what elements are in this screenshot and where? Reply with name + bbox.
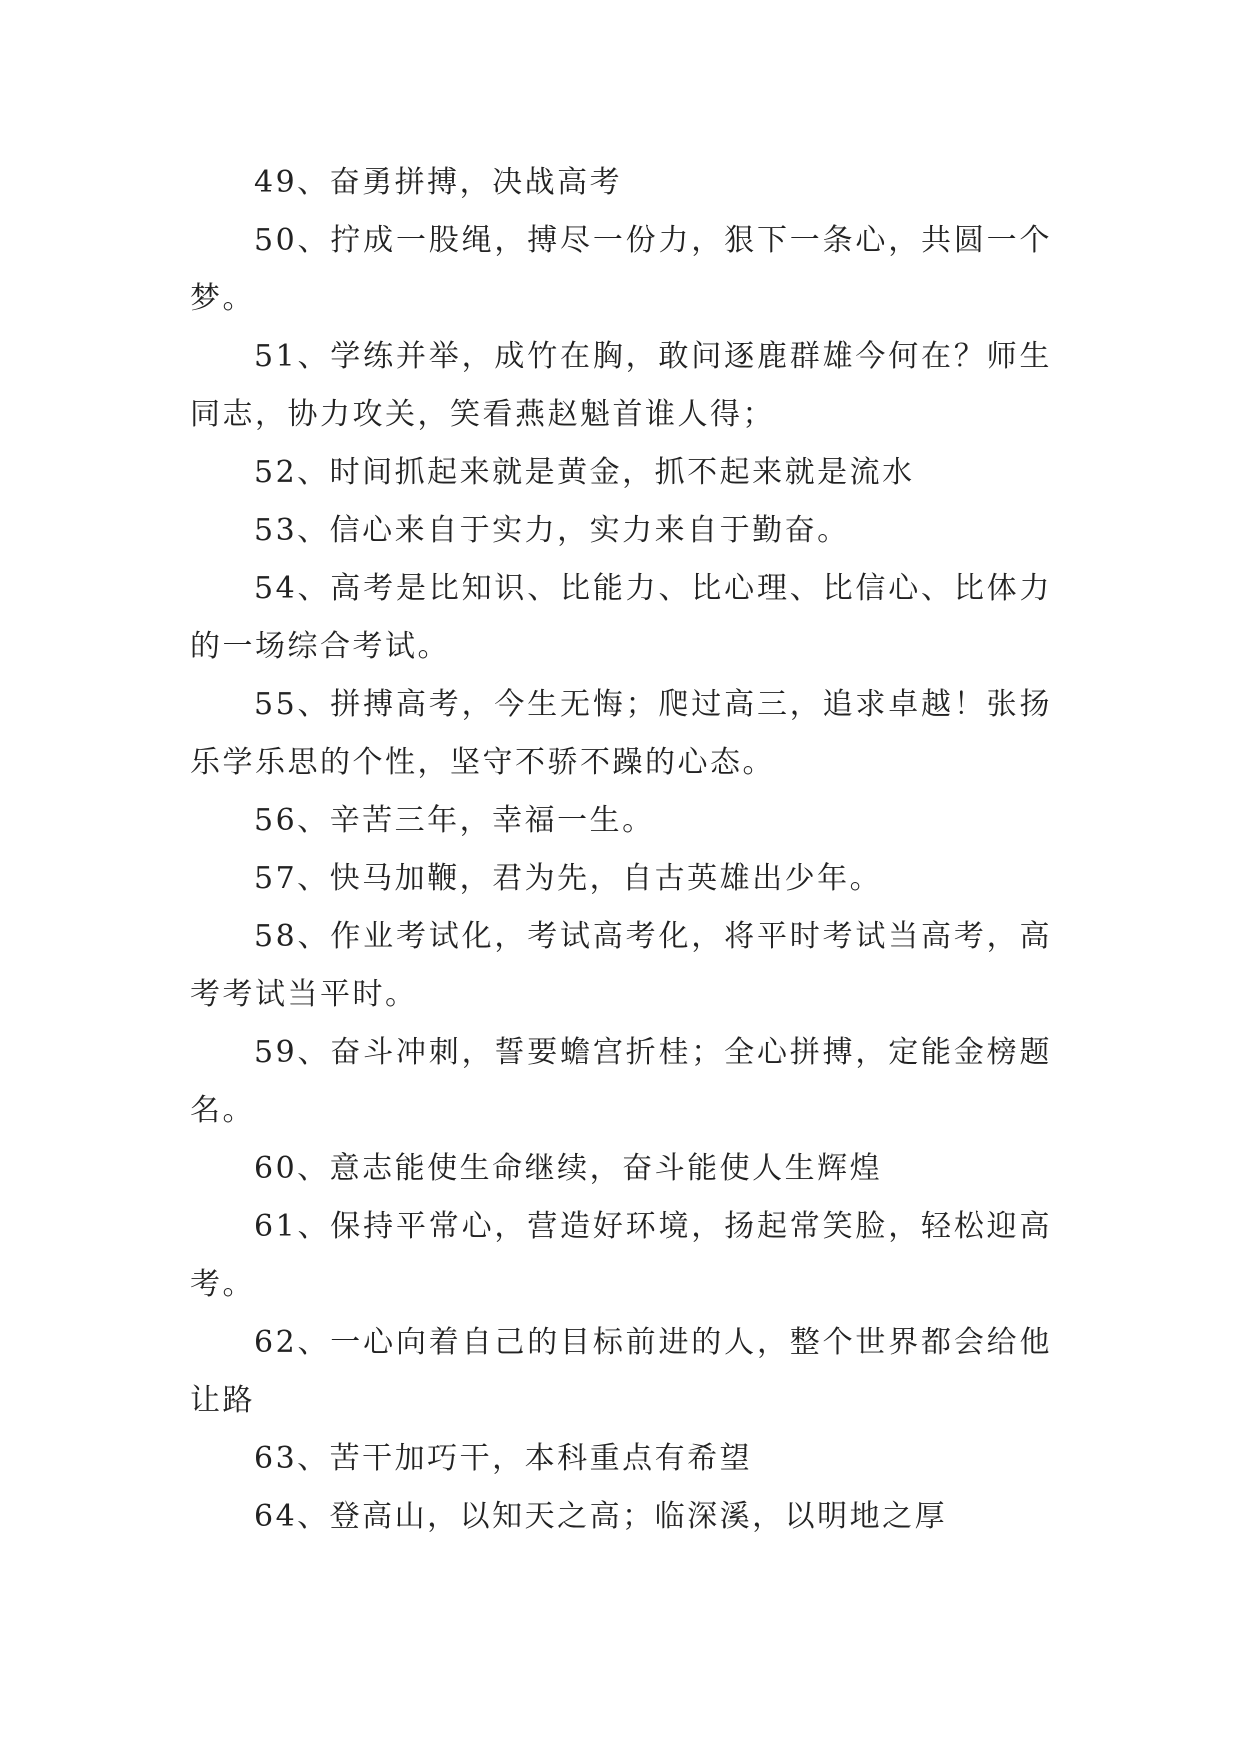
paragraph-59: 59、奋斗冲刺，誓要蟾宫折桂；全心拼搏，定能金榜题名。 xyxy=(190,1035,1052,1128)
paragraph-50: 50、拧成一股绳，搏尽一份力，狠下一条心，共圆一个梦。 xyxy=(190,223,1052,316)
paragraph-61: 61、保持平常心，营造好环境，扬起常笑脸，轻松迎高考。 xyxy=(190,1209,1052,1302)
paragraph-52: 52、时间抓起来就是黄金，抓不起来就是流水 xyxy=(254,455,915,490)
paragraph-51: 51、学练并举，成竹在胸，敢问逐鹿群雄今何在？师生同志，协力攻关，笑看燕赵魁首谁人得； xyxy=(190,339,1052,432)
paragraph-49: 49、奋勇拼搏，决战高考 xyxy=(254,165,623,200)
paragraph-57: 57、快马加鞭，君为先，自古英雄出少年。 xyxy=(254,861,883,896)
paragraph-54: 54、高考是比知识、比能力、比心理、比信心、比体力的一场综合考试。 xyxy=(190,571,1052,664)
paragraph-62: 62、一心向着自己的目标前进的人，整个世界都会给他让路 xyxy=(190,1325,1052,1418)
paragraph-63: 63、苦干加巧干，本科重点有希望 xyxy=(254,1441,753,1476)
paragraph-56: 56、辛苦三年，幸福一生。 xyxy=(254,803,655,838)
document-body xyxy=(190,154,1052,1546)
paragraph-58: 58、作业考试化，考试高考化，将平时考试当高考，高考考试当平时。 xyxy=(190,919,1052,1012)
paragraph-55: 55、拼搏高考，今生无悔；爬过高三，追求卓越！张扬乐学乐思的个性，坚守不骄不躁的心态。 xyxy=(190,687,1052,780)
paragraph-53: 53、信心来自于实力，实力来自于勤奋。 xyxy=(254,513,850,548)
paragraph-64: 64、登高山，以知天之高；临深溪，以明地之厚 xyxy=(254,1499,948,1534)
paragraph-60: 60、意志能使生命继续，奋斗能使人生辉煌 xyxy=(254,1151,883,1186)
